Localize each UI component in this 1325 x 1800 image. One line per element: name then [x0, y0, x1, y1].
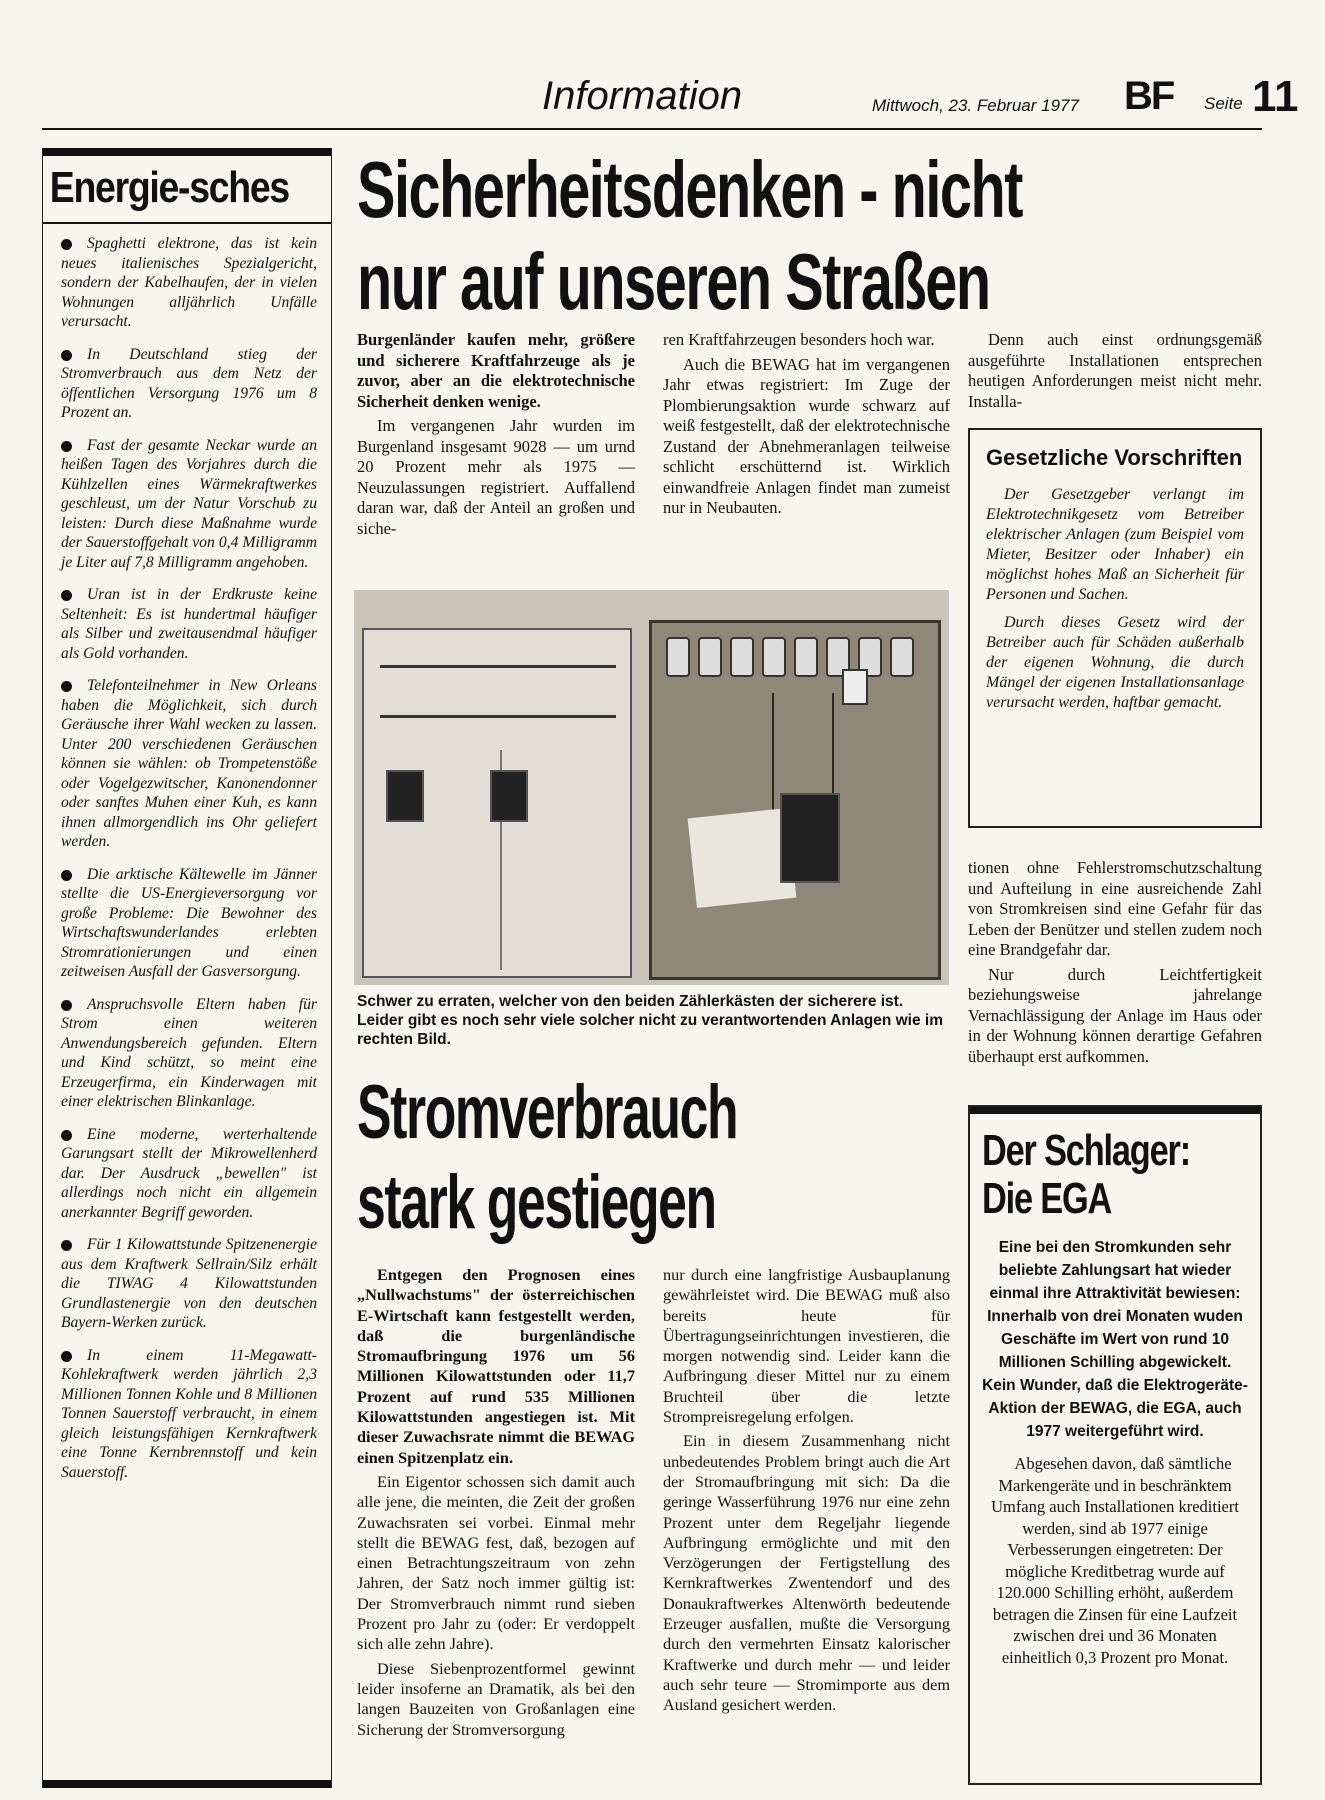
article1-column-2 — [663, 330, 950, 523]
safe-meter-box-image — [362, 628, 632, 978]
article1-column-1 — [357, 330, 635, 543]
page-header — [42, 70, 1299, 130]
meter-icon — [780, 793, 840, 883]
list-item: In Deutschland stieg der Stromverbrauch aus dem Netz der öffentlichen Versorgung 1976 um 8 Prozent an. — [61, 345, 317, 421]
ega-box-top-rule — [970, 1107, 1260, 1114]
fuse-icon — [762, 637, 786, 677]
bullet-icon — [61, 1240, 72, 1251]
meter-icon — [386, 770, 424, 822]
list-item: Fast der gesamte Neckar wurde an heißen Tagen des Vorjahres durch die Kühlzellen eines Wärmekraftwerkes geschleust, um der Natur Vorschub zu leisten: Durch diese Maßnahme wurde der Sauerstoffgehalt von 0,4 Milligramm je Liter auf 7,8 Milligramm angehoben. — [61, 436, 317, 571]
article1-column-3-bottom — [968, 858, 1262, 1071]
sidebar-energy-notes — [42, 148, 332, 1788]
bullet-icon — [61, 350, 72, 361]
article1-paragraph: Nur durch Leichtfertigkeit beziehungsweise jahrelange Vernachlässigung der Anlage im Haus oder in der Wohnung können derartige Gefahren überhaupt erst aufkommen. — [968, 964, 1262, 1066]
sidebar-notes-list — [43, 224, 331, 1482]
ega-box-lead: Eine bei den Stromkunden sehr beliebte Zahlungsart hat wieder einmal ihre Attraktivität bewiesen: Innerhalb von drei Monaten wuden Geschäfte im Wert von rund 10 Millionen Schilling abgewickelt. Kein Wunder, daß die Elektrogeräte-Aktion der BEWAG, die EGA, auch 1977 weitergeführt wird. — [982, 1239, 1248, 1440]
meter-boxes-photo — [354, 590, 949, 985]
article1-headline-line1: Sicherheitsdenken - nicht — [357, 145, 1022, 234]
law-box-paragraph: Der Gesetzgeber verlangt im Elektrotechnikgesetz vom Betreiber elektrischer Anlagen (zum Beispiel vom Mieter, Besitzer oder Inhaber) ein möglichst hohes Maß an Sicherheit für Personen und Sachen. — [986, 486, 1244, 603]
article2-lead: Entgegen den Prognosen eines „Nullwachstums" der österreichischen E-Wirtschaft kann festgestellt werden, daß die burgenländische Stromaufbringung 1976 um 56 Millionen Kilowattstunden oder 11,7 Prozent auf rund 535 Millionen Kilowattstunden angestiegen ist. Mit dieser Zuwachsrate nimmt die BEWAG einen Spitzenplatz ein. — [357, 1265, 635, 1467]
page-number: 11 — [1252, 72, 1299, 121]
unsafe-meter-box-image — [649, 620, 941, 980]
sidebar-bottom-rule — [43, 1780, 331, 1788]
list-item: Anspruchsvolle Eltern haben für Strom einen weiteren Anwendungsbereich gefunden. Eltern und Kind schützt, so meint eine Erzeugerfirma, ein Kinderwagen mit einer elektrischen Blinkanlage. — [61, 995, 317, 1110]
fuse-icon — [698, 637, 722, 677]
list-item: Spaghetti elektrone, das ist kein neues italienisches Spezialgericht, sondern der Kabelhaufen, der in vielen Wohnungen alljährlich Unfälle verursacht. — [61, 235, 317, 330]
bullet-icon — [61, 441, 72, 452]
list-item: Die arktische Kältewelle im Jänner stellte die US-Energieversorgung vor große Probleme: Die Bewohner des Wirtschaftswunderlandes erlebten Stromrationierungen und einen zeitweisen Ausfall der Gasversorgung. — [61, 865, 317, 980]
ega-box-paragraph: Abgesehen davon, daß sämtliche Markengeräte und in beschränktem Umfang auch Installationen kreditiert werden, sind ab 1977 einige Verbesserungen eingetreten: Der mögliche Kreditbetrag wurde auf 120.000 Schilling erhöht, außerdem betragen die Zinsen für eine Laufzeit zwischen drei und 36 Monaten einheitlich 0,3 Prozent pro Monat. — [991, 1454, 1239, 1667]
fuse-icon — [890, 637, 914, 677]
article2-paragraph: Ein in diesem Zusammenhang nicht unbedeutendes Problem bringt auch die Art der Stromaufbringung mit sich: Da die geringe Wasserführung 1976 nur eine zehn Prozent unter dem Regeljahr liegende Aufbringung ermöglichte und mit den Verzögerungen der Fertigstellung des Kernkraftwerkes Zwentendorf und des Donaukraftwerkes Altenwörth bedeutende Erzeuger ausfallen, mußte die Versorgung durch den vermehrten Einsatz kalorischer Kraftwerke und durch mehr — und leider auch sehr teure — Stromimporte aus dem Ausland gesichert werden. — [663, 1431, 950, 1715]
page-label: Seite — [1204, 94, 1243, 113]
fuse-icon — [794, 637, 818, 677]
section-title: Information — [542, 74, 743, 118]
meter-icon — [490, 770, 528, 822]
sidebar-title: Energie-sches — [49, 163, 289, 212]
list-item: In einem 11-Megawatt-Kohlekraftwerk werden jährlich 2,3 Millionen Tonnen Kohle und 8 Millionen Tonnen Sauerstoff verbraucht, in einem gleich leistungsfähigen Kernkraftwerk eine Tonne Kernbrennstoff und kein Sauerstoff. — [61, 1346, 317, 1481]
article1-paragraph: Auch die BEWAG hat im vergangenen Jahr etwas registriert: Im Zuge der Plombierungsaktion wurde schwarz auf weiß festgestellt, daß der elektrotechnische Zustand der Abnehmeranlagen teilweise schlicht erschütternd ist. Wirklich einwandfreie Anlagen findet man zumeist nur in Neubauten. — [663, 354, 950, 517]
article2-headline-line1: Stromverbrauch — [357, 1070, 738, 1155]
header-rule — [42, 128, 1262, 130]
list-item: Für 1 Kilowattstunde Spitzenenergie aus dem Kraftwerk Sellrain/Silz erhält die TIWAG 4 Kilowattstunden Grundlastenergie von den deutschen Bayern-Werken zurück. — [61, 1236, 317, 1331]
ega-info-box — [968, 1105, 1262, 1785]
bullet-icon — [61, 1351, 72, 1362]
article2-paragraph: Diese Siebenprozentformel gewinnt leider insoferne an Dramatik, als bei den langen Bauzeiten von Großanlagen eine Sicherung der Stromversorgung — [357, 1658, 635, 1739]
bullet-icon — [61, 681, 72, 692]
issue-date: Mittwoch, 23. Februar 1977 — [872, 96, 1079, 115]
bullet-icon — [61, 590, 72, 601]
article2-column-1 — [357, 1265, 635, 1744]
article1-paragraph: ren Kraftfahrzeugen besonders hoch war. — [663, 330, 935, 349]
sidebar-top-rule — [43, 148, 331, 156]
bullet-icon — [61, 1000, 72, 1011]
article2-column-2 — [663, 1265, 950, 1720]
list-item: Eine moderne, werterhaltende Garungsart stellt der Mikrowellenherd dar. Der Ausdruck „bewellen" ist allerdings noch nicht ein allgemein anerkannter Begriff geworden. — [61, 1125, 317, 1221]
ega-box-title-line2: Die EGA — [982, 1174, 1112, 1223]
law-box-paragraph: Durch dieses Gesetz wird der Betreiber auch für Schäden außerhalb der eigenen Wohnung, die durch Mängel der eigenen Installationsanlage verursacht werden, haftbar gemacht. — [986, 614, 1244, 711]
law-info-box — [968, 428, 1262, 828]
bullet-icon — [61, 1130, 72, 1141]
photo-caption: Schwer zu erraten, welcher von den beiden Zählerkästen der sicherere ist. Leider gibt es noch sehr viele solcher nicht zu verantwortenden Anlagen wie im rechten Bild. — [357, 993, 943, 1048]
fuse-icon — [666, 637, 690, 677]
article2-paragraph: nur durch eine langfristige Ausbauplanung gewährleistet wird. Die BEWAG muß also bereits heute für Übertragungseinrichtungen investieren, die morgen notwendig sind. Leider kann die Aufbringung dieser Mittel nur zu einem Bruchteil über die letzte Strompreisregelung erfolgen. — [663, 1265, 950, 1427]
fuse-icon — [730, 637, 754, 677]
bullet-icon — [61, 239, 72, 250]
article1-paragraph: Denn auch einst ordnungsgemäß ausgeführte Installationen entsprechen heutigen Anforderungen meist nicht mehr. Installa- — [968, 330, 1262, 411]
article1-lead: Burgenländer kaufen mehr, größere und sicherere Kraftfahrzeuge als je zuvor, aber an die elektrotechnische Sicherheit denken wenige. — [357, 330, 635, 411]
article1-paragraph: tionen ohne Fehlerstromschutzschaltung und Aufteilung in eine ausreichende Zahl von Stromkreisen sind eine Gefahr für das Leben der Benützer und stellen zudem noch eine Brandgefahr dar. — [968, 858, 1262, 959]
ega-box-title-line1: Der Schlager: — [982, 1126, 1190, 1175]
article2-headline-line2: stark gestiegen — [357, 1160, 716, 1245]
article1-column-3-top — [968, 330, 1262, 416]
article1-headline-line2: nur auf unseren Straßen — [357, 237, 990, 326]
bullet-icon — [61, 870, 72, 881]
article2-paragraph: Ein Eigentor schossen sich damit auch alle jene, die meinten, die Zeit der großen Zuwachsraten sei vorbei. Einmal mehr stellt die BEWAG fest, daß, bezogen auf einen Betrachtungszeitraum von zehn Jahren, der Satz noch immer gültig ist: Der Stromverbrauch nimmt rund sieben Prozent pro Jahr zu (oder: Er verdoppelt sich alle zehn Jahre). — [357, 1471, 635, 1654]
article1-paragraph: Im vergangenen Jahr wurden im Burgenland insgesamt 9028 — um urnd 20 Prozent mehr als 1975 — Neuzulassungen registriert. Auffallend daran war, daß der Anteil an großen und siche- — [357, 416, 635, 538]
law-box-title: Gesetzliche Vorschriften — [986, 445, 1243, 470]
list-item: Uran ist in der Erdkruste keine Seltenheit: Es ist hundertmal häufiger als Silber und zweitausendmal häufiger als Gold vorhanden. — [61, 586, 317, 662]
list-item: Telefonteilnehmer in New Orleans haben die Möglichkeit, sich durch Geräusche ihrer Wahl wecken zu lassen. Unter 200 verschiedenen Geräuschen können sie wählen: ob Trompetenstöße oder Vogelgezwitscher, Kanonendonner oder sanftes Muhen einer Kuh, es kann ihnen allmorgendlich ins Ohr geliefert werden. — [61, 677, 317, 850]
newspaper-logo: BF — [1124, 74, 1174, 118]
